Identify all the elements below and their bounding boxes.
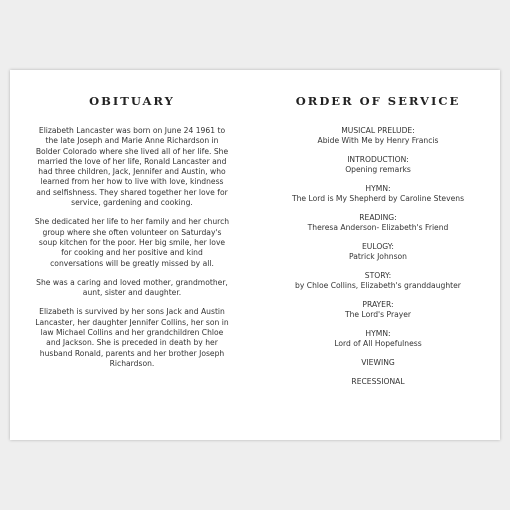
service-item-label: EULOGY:: [362, 242, 394, 251]
obituary-paragraph: Elizabeth is survived by her sons Jack and Austin Lancaster, her daughter Jennifer Collins, her son in law Michael Collins and her grandchildren Chloe and Jackson. She is preceded in death by her husband Ronald, parents and her brother Joseph Richardson.: [35, 307, 229, 368]
service-item-viewing: VIEWING: [361, 358, 395, 367]
service-item-hymn: [278, 184, 478, 204]
obituary-paragraph: Elizabeth Lancaster was born on June 24 1961 to the late Joseph and Marie Anne Richardson in Bolder Colorado where she lived all of her life. She married the love of her life, Ronald Lancaster and had three children, Jack, Jennifer and Austin, who learned from her how to live with love, kindness and selfishness. They shared together her love for service, gardening and cooking.: [35, 126, 229, 208]
service-item-label: STORY:: [364, 271, 392, 280]
service-item-value: Patrick Johnson: [348, 252, 407, 261]
obituary-heading: OBITUARY: [89, 94, 175, 108]
order-of-service-column: [278, 70, 478, 396]
service-item-label: INTRODUCTION:: [347, 155, 409, 164]
service-item-eulogy: [278, 242, 478, 262]
service-item-recessional: RECESSIONAL: [351, 377, 405, 386]
service-item-value: by Chloe Collins, Elizabeth's granddaughter: [295, 281, 461, 290]
service-item-label: HYMN:: [365, 329, 391, 338]
service-item-value: Opening remarks: [345, 165, 411, 174]
obituary-column: [34, 70, 230, 378]
service-item-story: [278, 271, 478, 291]
service-item-label: MUSICAL PRELUDE:: [341, 126, 415, 135]
service-item-value: Lord of All Hopefulness: [334, 339, 422, 348]
service-item-reading: [278, 213, 478, 233]
order-of-service-heading: ORDER OF SERVICE: [295, 94, 461, 108]
service-item-label: READING:: [359, 213, 397, 222]
service-item-label: PRAYER:: [362, 300, 394, 309]
service-item-musical-prelude: [278, 126, 478, 146]
service-item-value: Theresa Anderson- Elizabeth's Friend: [307, 223, 449, 232]
service-item-introduction: [278, 155, 478, 175]
service-item-value: The Lord is My Shepherd by Caroline Stevens: [291, 194, 465, 203]
obituary-paragraph: She was a caring and loved mother, grandmother, aunt, sister and daughter.: [36, 277, 228, 298]
obituary-paragraph: She dedicated her life to her family and her church group where she often volunteer on Saturday's soup kitchen for the poor. Her big smile, her love for cooking and her positive and kind conversations will be greatly missed by all.: [34, 217, 230, 268]
service-item-value: The Lord's Prayer: [344, 310, 412, 319]
service-item-label: HYMN:: [365, 184, 391, 193]
program-sheet: [10, 70, 500, 440]
service-item-prayer: [278, 300, 478, 320]
service-item-value: Abide With Me by Henry Francis: [317, 136, 439, 145]
service-item-hymn: [278, 329, 478, 349]
